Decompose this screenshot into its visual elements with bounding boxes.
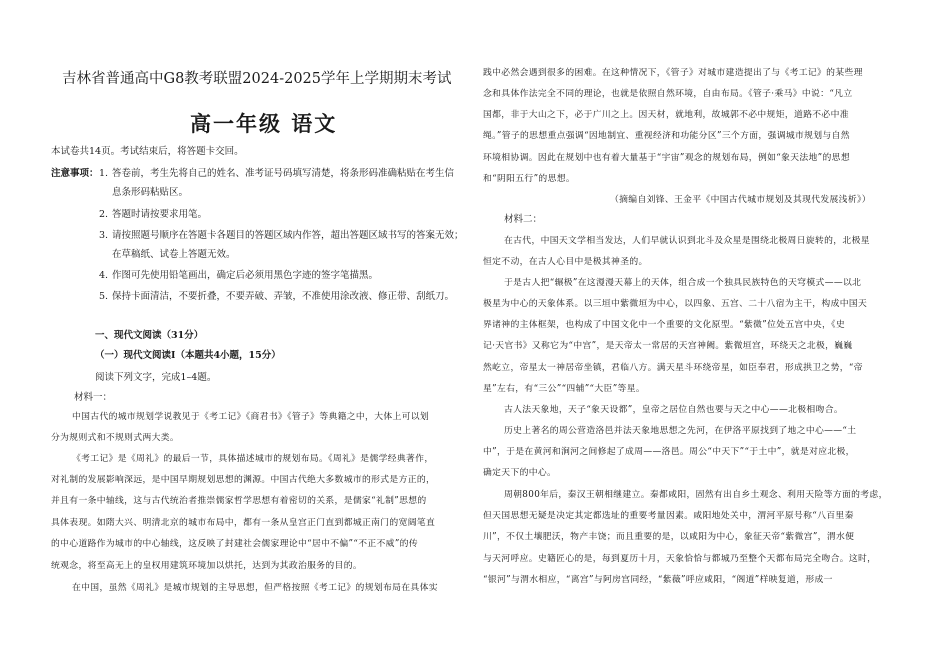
body-line: 恒定不动，在古人心目中是极其神圣的。 — [483, 257, 648, 267]
source-citation: （摘编自刘锋、王金平《中国古代城市规划及其现代发展浅析》） — [610, 195, 871, 205]
material-label: 材料一： — [74, 392, 113, 403]
material-label: 材料二： — [504, 214, 543, 225]
subject-title: 高一年级 语文 — [190, 111, 338, 136]
notice-line: 答卷前，考生先将自己的姓名、准考证号码填写清楚，将条形码准确粘贴在考生信 — [112, 168, 455, 179]
body-line: 践中必然会遇到很多的困难。在这种情况下，《管子》对城市建造提出了与《考工记》的某些理 — [483, 68, 863, 78]
body-line: 中”，于是在黄河和涧河之间修起了成周——洛邑。周公“中天下”“于土中”，就是对应北极， — [483, 447, 855, 457]
body-line: 在中国，虽然《周礼》是城市规划的主导思想，但严格按照《考工记》的规划布局在具体实 — [72, 583, 438, 593]
body-line: 川”，不仅土壤肥沃，物产丰饶；而且重要的是，以咸阳为中心，象征天帝“紫微宫”，渭水便 — [483, 532, 855, 542]
body-line: 记·天官书》又称它为“中宫”，是天帝太一常居的天宫神阙。紫微垣宫，环绕天之北极，巍巍 — [483, 341, 853, 351]
body-line: 的中心道路作为城市的中心轴线，这反映了封建社会儒家理论中“居中不偏”“不正不威”的传 — [51, 539, 418, 549]
body-line: 国都，非于大山之下，必于广川之上。因天材，就地利，故城郭不必中规矩，道路不必中准 — [483, 110, 849, 120]
notice-line: 答题时请按要求用笔。 — [112, 209, 208, 220]
body-line: 和“阴阳五行”的思想。 — [483, 174, 576, 184]
body-line: 界诸神的主体框架，也构成了中国文化中一个重要的文化原型。“紫微”位处五宫中央，《史 — [483, 320, 846, 330]
body-line: 具体表现。如隋大兴、明清北京的城市布局中，都有一条从皇宫正门直到都城正南门的宽阔笔直 — [51, 518, 436, 528]
body-line: 中国古代的城市规划学说教见于《考工记》《商君书》《管子》等典籍之中，大体上可以划 — [72, 412, 430, 422]
notice-label: 注意事项： — [51, 168, 99, 179]
notice-line: 息条形码粘贴区。 — [112, 187, 189, 198]
body-line: 确定天下的中心。 — [483, 468, 557, 478]
notice-line: 请按照题号顺序在答题卡各题目的答题区域内作答，超出答题区域书写的答案无效； — [112, 230, 464, 241]
notice-num: 4. — [99, 270, 109, 281]
sub-section-heading: （一）现代文阅读Ⅰ（本题共4小题，15分） — [95, 350, 281, 361]
body-line: 星”左右，有“三公”“四辅”“大臣”等星。 — [483, 384, 645, 394]
body-line: 对礼制的发展影响深远，是中国早期规划思想的渊源。中国古代绝大多数城市的形式是方正的， — [51, 475, 436, 485]
notice-num: 2. — [99, 209, 109, 220]
body-line: 并且有一条中轴线，这与古代统治者推崇儒家哲学思想有着密切的关系，是儒家“礼制”思想的 — [51, 496, 427, 506]
body-line: 历史上著名的周公营造洛邑并法天象地思想之先河，在伊洛平原找到了地之中心——“土 — [504, 426, 857, 436]
body-line: 极星为中心的天象体系。以三垣中紫微垣为中心，以四象、五宫、二十八宿为主干，构成中国天 — [483, 299, 868, 309]
body-line: 绳。”管子的思想重点强调“因地制宜、重视经济和功能分区”三个方面，强调城市规划与自然 — [483, 131, 850, 141]
section-heading: 一、现代文阅读（31分） — [95, 330, 204, 341]
body-line: 古人法天象地，天子“象天设都”，皇帝之居位自然也要与天之中心——北极相吻合。 — [504, 405, 843, 415]
notice-num: 3. — [99, 230, 109, 241]
body-line: 与天河呼应。史籍匠心的是，每到夏历十月，天象恰恰与都城乃至整个天都布局完全吻合。这时， — [483, 554, 877, 564]
body-line: 在古代，中国天文学相当发达，人们早就认识到北斗及众星是围绕北极周日旋转的，北极星 — [504, 236, 870, 246]
body-line: 周朝800年后，秦汉王朝相继建立。秦都咸阳，固然有出自乡土观念、利用天险等方面的考虑， — [504, 490, 888, 500]
body-line: 环境相协调。因此在规划中也有着大量基于“宇宙”观念的规划布局，例如“象天法地”的思想 — [483, 153, 850, 163]
body-line: 于是古人把“辗极”在这漫漫天幕上的天体，组合成一个独具民族特色的天穹模式——以北 — [504, 278, 862, 288]
body-line: 然屹立，帝星太一神居帝坐镇，君临八方。满天星斗环绕帝星，如臣奉君，形成拱卫之势，“帝 — [483, 363, 863, 373]
body-line: 分为规则式和不规则式两大类。 — [51, 433, 180, 443]
notice-num: 1. — [99, 168, 109, 179]
body-line: 念和具体作法完全不同的理论，也就是依照自然环境，自由布局。《管子·乘马》中说：“凡立 — [483, 89, 853, 99]
notice-num: 5. — [99, 291, 109, 302]
intro-text: 本试卷共14页。考试结束后，将答题卡交回。 — [51, 146, 244, 157]
notice-line: 保持卡面清洁，不要折叠，不要弄破、弄皱，不准使用涂改液、修正带、刮纸刀。 — [112, 291, 455, 302]
exam-title: 吉林省普通高中G8教考联盟2024-2025学年上学期期末考试 — [62, 71, 452, 87]
body-line: 但天国思想无疑是决定其定都选址的重要考量因素。咸阳地处关中，渭河平原号称“八百里秦 — [483, 511, 854, 521]
notice-line: 在草稿纸、试卷上答题无效。 — [112, 249, 236, 260]
body-line: “银河”与渭水相应，“离宫”与阿房宫同经，“紫薇”呼应咸阳，“阁道”样映复道，形成一 — [483, 575, 833, 585]
body-line: 《考工记》是《周礼》的最后一节，具体描述城市的规划布局。《周礼》是儒学经典著作， — [72, 454, 434, 464]
body-line: 统观念，将至高无上的皇权用建筑环境加以烘托，达到为其政治服务的目的。 — [51, 561, 362, 571]
notice-line: 作图可先使用铅笔画出，确定后必须用黑色字迹的签字笔描黑。 — [112, 270, 379, 281]
instruction-text: 阅读下列文字，完成1–4题。 — [95, 372, 217, 383]
